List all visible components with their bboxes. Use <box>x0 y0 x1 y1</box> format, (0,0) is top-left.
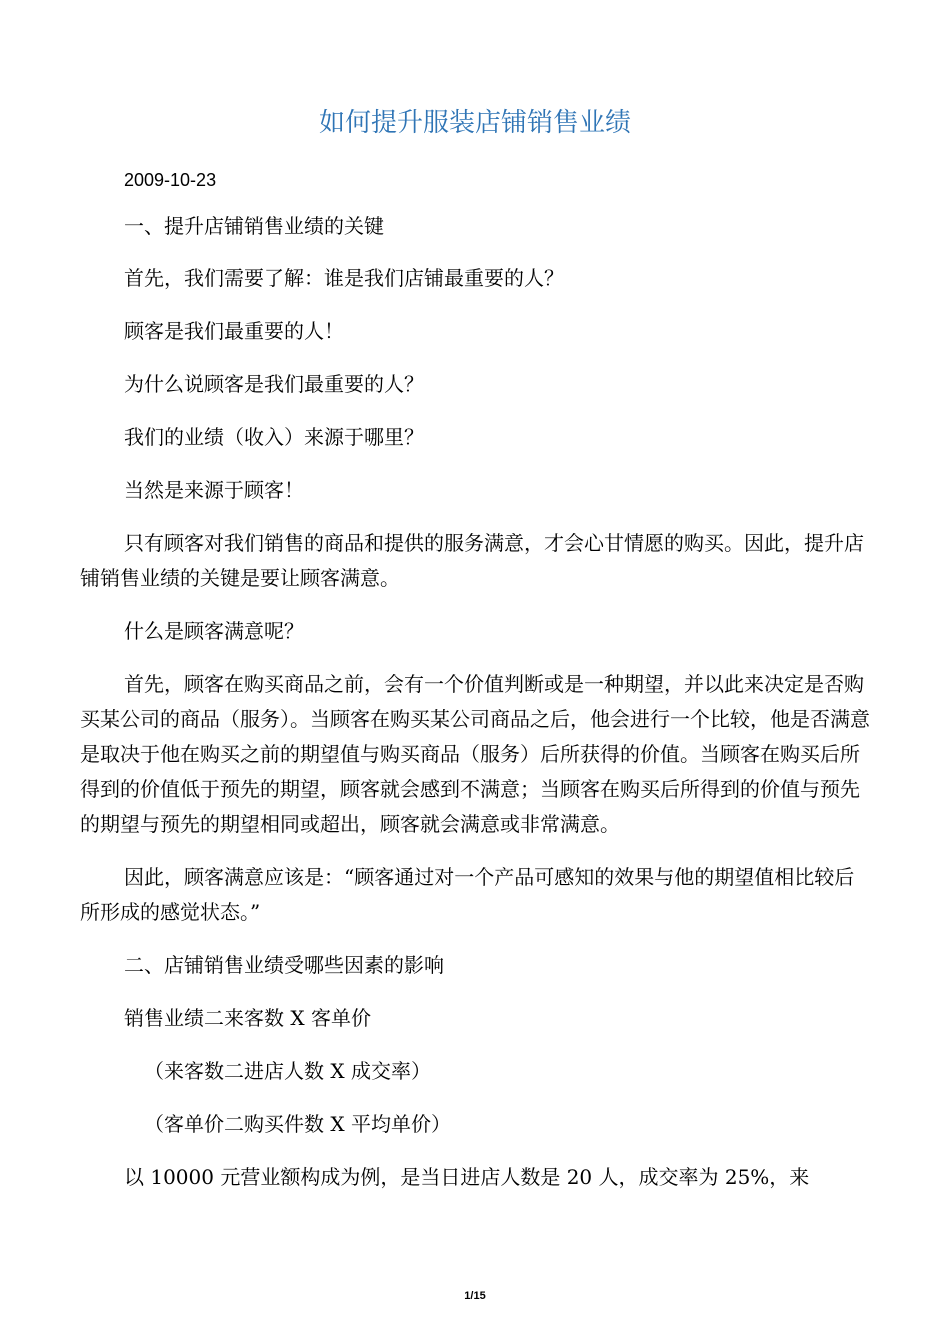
formula-unit-price: （客单价二购买件数 X 平均单价） <box>144 1112 451 1136</box>
document-title: 如何提升服装店铺销售业绩 <box>318 108 631 138</box>
paragraph-6: 只有顾客对我们销售的商品和提供的服务满意，才会心甘情愿的购买。因此，提升店铺销售业绩的关键是要让顾客满意。 <box>80 531 864 590</box>
paragraph-8: 首先，顾客在购买商品之前，会有一个价值判断或是一种期望，并以此来决定是否购买某公司的商品（服务）。当顾客在购买某公司商品之后，他会进行一个比较，他是否满意是取决于他在购买之前的期望值与购买商品（服务）后所获得的价值。当顾客在购买后所得到的价值低于预先的期望，顾客就会感到不满意；当顾客在购买后所得到的价值与预先的期望与预先的期望相同或超出，顾客就会满意或非常满意。 <box>80 672 870 836</box>
document-body <box>80 163 870 1195</box>
formula-sales: 销售业绩二来客数 X 客单价 <box>124 1006 371 1030</box>
paragraph-1: 首先，我们需要了解：谁是我们店铺最重要的人？ <box>124 266 564 290</box>
paragraph-4: 我们的业绩（收入）来源于哪里？ <box>124 425 424 449</box>
page-number: 1/15 <box>464 1290 486 1302</box>
formula-visitors: （来客数二进店人数 X 成交率） <box>144 1059 431 1083</box>
paragraph-5: 当然是来源于顾客！ <box>124 478 304 502</box>
document-date: 2009-10-23 <box>124 170 217 190</box>
paragraph-7: 什么是顾客满意呢？ <box>124 619 304 643</box>
paragraph-example: 以 10000 元营业额构成为例，是当日进店人数是 20 人，成交率为 25%，来 <box>124 1165 810 1189</box>
section-heading-1: 一、提升店铺销售业绩的关键 <box>124 214 384 238</box>
section-heading-2: 二、店铺销售业绩受哪些因素的影响 <box>124 953 444 977</box>
paragraph-3: 为什么说顾客是我们最重要的人？ <box>124 372 424 396</box>
paragraph-9: 因此，顾客满意应该是：“顾客通过对一个产品可感知的效果与他的期望值相比较后所形成的感觉状态。” <box>80 865 855 924</box>
paragraph-2: 顾客是我们最重要的人！ <box>124 319 344 343</box>
